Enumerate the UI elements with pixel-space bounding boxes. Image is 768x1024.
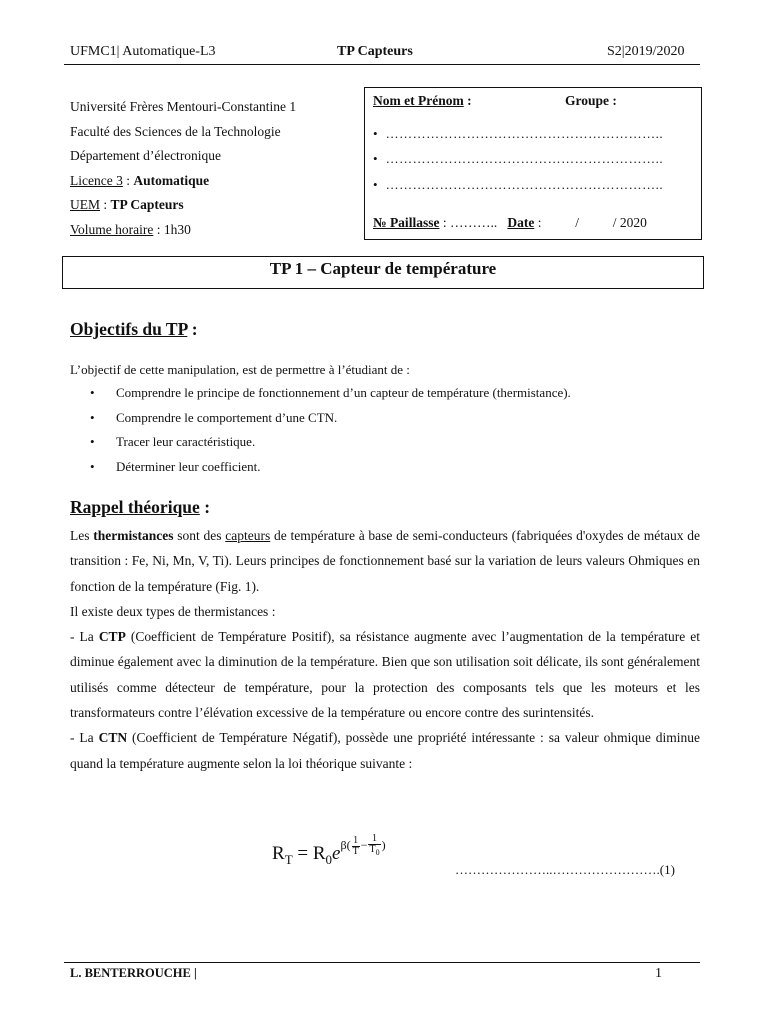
dotted-line: …………………………………………………….. bbox=[385, 151, 664, 166]
name-line-2[interactable] bbox=[373, 151, 663, 167]
uem-line bbox=[70, 193, 296, 218]
denominator bbox=[368, 845, 380, 858]
date-value[interactable]: : / / 2020 bbox=[534, 215, 647, 230]
university-name: Université Frères Mentouri-Constantine 1 bbox=[70, 99, 297, 114]
numerator: 1 bbox=[368, 834, 380, 845]
text-run: - La bbox=[70, 629, 99, 645]
uem-sep: : bbox=[100, 197, 111, 212]
name-label-wrap bbox=[373, 93, 472, 109]
name-line-1[interactable] bbox=[373, 126, 663, 142]
header-title: TP Capteurs bbox=[337, 44, 413, 59]
licence-line bbox=[70, 169, 296, 194]
volume-line bbox=[70, 218, 296, 243]
formula-close: ) bbox=[381, 838, 386, 852]
name-label: Nom et Prénom bbox=[373, 93, 464, 108]
text-run: Les bbox=[70, 528, 94, 543]
institution-block bbox=[70, 95, 296, 242]
paragraph-types: Il existe deux types de thermistances : bbox=[70, 603, 276, 619]
dotted-line: …………………………………………………….. bbox=[385, 177, 664, 192]
paillasse-label: № Paillasse bbox=[373, 215, 440, 230]
student-identity-box bbox=[364, 87, 702, 240]
paillasse-date-line bbox=[373, 215, 647, 231]
licence-label: Licence 3 bbox=[70, 172, 123, 188]
group-label: Groupe : bbox=[565, 93, 617, 108]
ctn-formula bbox=[272, 833, 386, 868]
term-ctp: CTP bbox=[98, 629, 126, 645]
rappel-body bbox=[70, 523, 700, 776]
bullet: • bbox=[90, 458, 95, 474]
list-item-text: Comprendre le comportement d’une CTN. bbox=[116, 409, 338, 425]
formula-r: R bbox=[272, 843, 285, 864]
term-thermistances: thermistances bbox=[93, 528, 174, 543]
formula-e: e bbox=[332, 843, 341, 864]
objectives-heading-suffix: : bbox=[187, 319, 198, 339]
volume-sep: : bbox=[153, 221, 164, 237]
licence-sep: : bbox=[122, 172, 134, 188]
formula-beta: β( bbox=[340, 838, 351, 852]
bullet: • bbox=[90, 434, 95, 449]
text-run: sont des bbox=[173, 528, 226, 543]
paillasse-value[interactable]: : ……….. bbox=[439, 215, 498, 230]
licence-value: Automatique bbox=[133, 172, 210, 188]
numerator: 1 bbox=[353, 834, 359, 846]
list-item-text: Déterminer leur coefficient. bbox=[116, 458, 261, 474]
list-item bbox=[90, 459, 571, 484]
name-sep: : bbox=[463, 93, 472, 108]
rappel-heading-text: Rappel théorique bbox=[70, 497, 200, 517]
equation-number: (1) bbox=[659, 862, 675, 877]
formula-minus: − bbox=[360, 838, 368, 852]
formula-equals-r0: = R bbox=[292, 843, 326, 864]
text-run: de température à base de semi-conducteurs (fabriquées d'oxydes de métaux de transition : Fe, Ni, Mn, V, Ti). Leurs principes de fonctionnement basé sur la variation de leurs valeurs Ohmiques en fonction de la température (Fig. 1). bbox=[70, 528, 701, 594]
denominator: T bbox=[352, 845, 359, 857]
faculty-name: Faculté des Sciences de la Technologie bbox=[70, 123, 281, 139]
footer-rule bbox=[64, 962, 700, 963]
objectives-heading bbox=[70, 319, 198, 340]
text-run: (Coefficient de Température Positif), sa résistance augmente avec l’augmentation de la température et diminue également avec la diminution de la température. Bien que son utilisation soit délicate, ils sont généralement utilisés comme détecteur de température, pour la protection des composants tels que les moteurs et les transformateurs contre l’élévation excessive de la température ou encore contre des surintensités. bbox=[70, 629, 701, 721]
denominator-sub-0: 0 bbox=[375, 848, 380, 858]
paragraph-ctn bbox=[70, 725, 700, 776]
uem-value: TP Capteurs bbox=[110, 197, 184, 212]
objectives-intro: L’objectif de cette manipulation, est de permettre à l’étudiant de : bbox=[70, 362, 410, 377]
bullet: • bbox=[373, 177, 379, 192]
paragraph-ctp bbox=[70, 624, 700, 725]
denominator-t: T bbox=[369, 844, 376, 856]
objectives-heading-text: Objectifs du TP bbox=[70, 319, 188, 339]
page-number: 1 bbox=[655, 966, 662, 981]
list-item bbox=[90, 385, 571, 410]
header-rule bbox=[64, 64, 700, 65]
bullet: • bbox=[373, 151, 379, 166]
name-line-3[interactable] bbox=[373, 177, 663, 193]
volume-value: 1h30 bbox=[163, 221, 191, 237]
date-label: Date bbox=[507, 215, 535, 230]
fraction-1-over-t0 bbox=[368, 834, 380, 858]
text-run: - La bbox=[70, 730, 99, 746]
rappel-heading bbox=[70, 497, 210, 518]
rappel-heading-suffix: : bbox=[199, 497, 211, 517]
capteurs-link[interactable]: capteurs bbox=[225, 528, 271, 543]
term-ctn: CTN bbox=[98, 730, 128, 746]
equation-number-line bbox=[455, 862, 675, 878]
footer-author: L. BENTERROUCHE | bbox=[70, 966, 197, 980]
list-item-text: Tracer leur caractéristique. bbox=[116, 434, 256, 449]
formula-sub-0: 0 bbox=[325, 851, 333, 867]
header-semester: S2|2019/2020 bbox=[607, 44, 685, 59]
formula-sub-t: T bbox=[284, 851, 293, 867]
equation-dots: …………………..……………………. bbox=[455, 862, 660, 877]
tp-title: TP 1 – Capteur de température bbox=[62, 256, 704, 289]
volume-label: Volume horaire bbox=[70, 221, 154, 237]
list-item bbox=[90, 434, 571, 459]
list-item bbox=[90, 410, 571, 435]
formula-exponent bbox=[340, 833, 386, 858]
list-item-text: Comprendre le principe de fonctionnement d’un capteur de température (thermistance). bbox=[116, 385, 571, 400]
department-name: Département d’électronique bbox=[70, 148, 222, 163]
bullet: • bbox=[373, 126, 379, 141]
paragraph-thermistances bbox=[70, 523, 700, 599]
uem-label: UEM bbox=[70, 197, 100, 212]
bullet: • bbox=[90, 385, 95, 400]
bullet: • bbox=[90, 409, 95, 425]
header-course: UFMC1| Automatique-L3 bbox=[70, 44, 216, 59]
fraction-1-over-t bbox=[352, 836, 360, 857]
text-run: (Coefficient de Température Négatif), possède une propriété intéressante : sa valeur ohmique diminue quand la température augmente selon la loi théorique suivante : bbox=[70, 730, 700, 771]
objectives-list bbox=[90, 385, 571, 483]
dotted-line: …………………………………………………….. bbox=[385, 126, 664, 141]
